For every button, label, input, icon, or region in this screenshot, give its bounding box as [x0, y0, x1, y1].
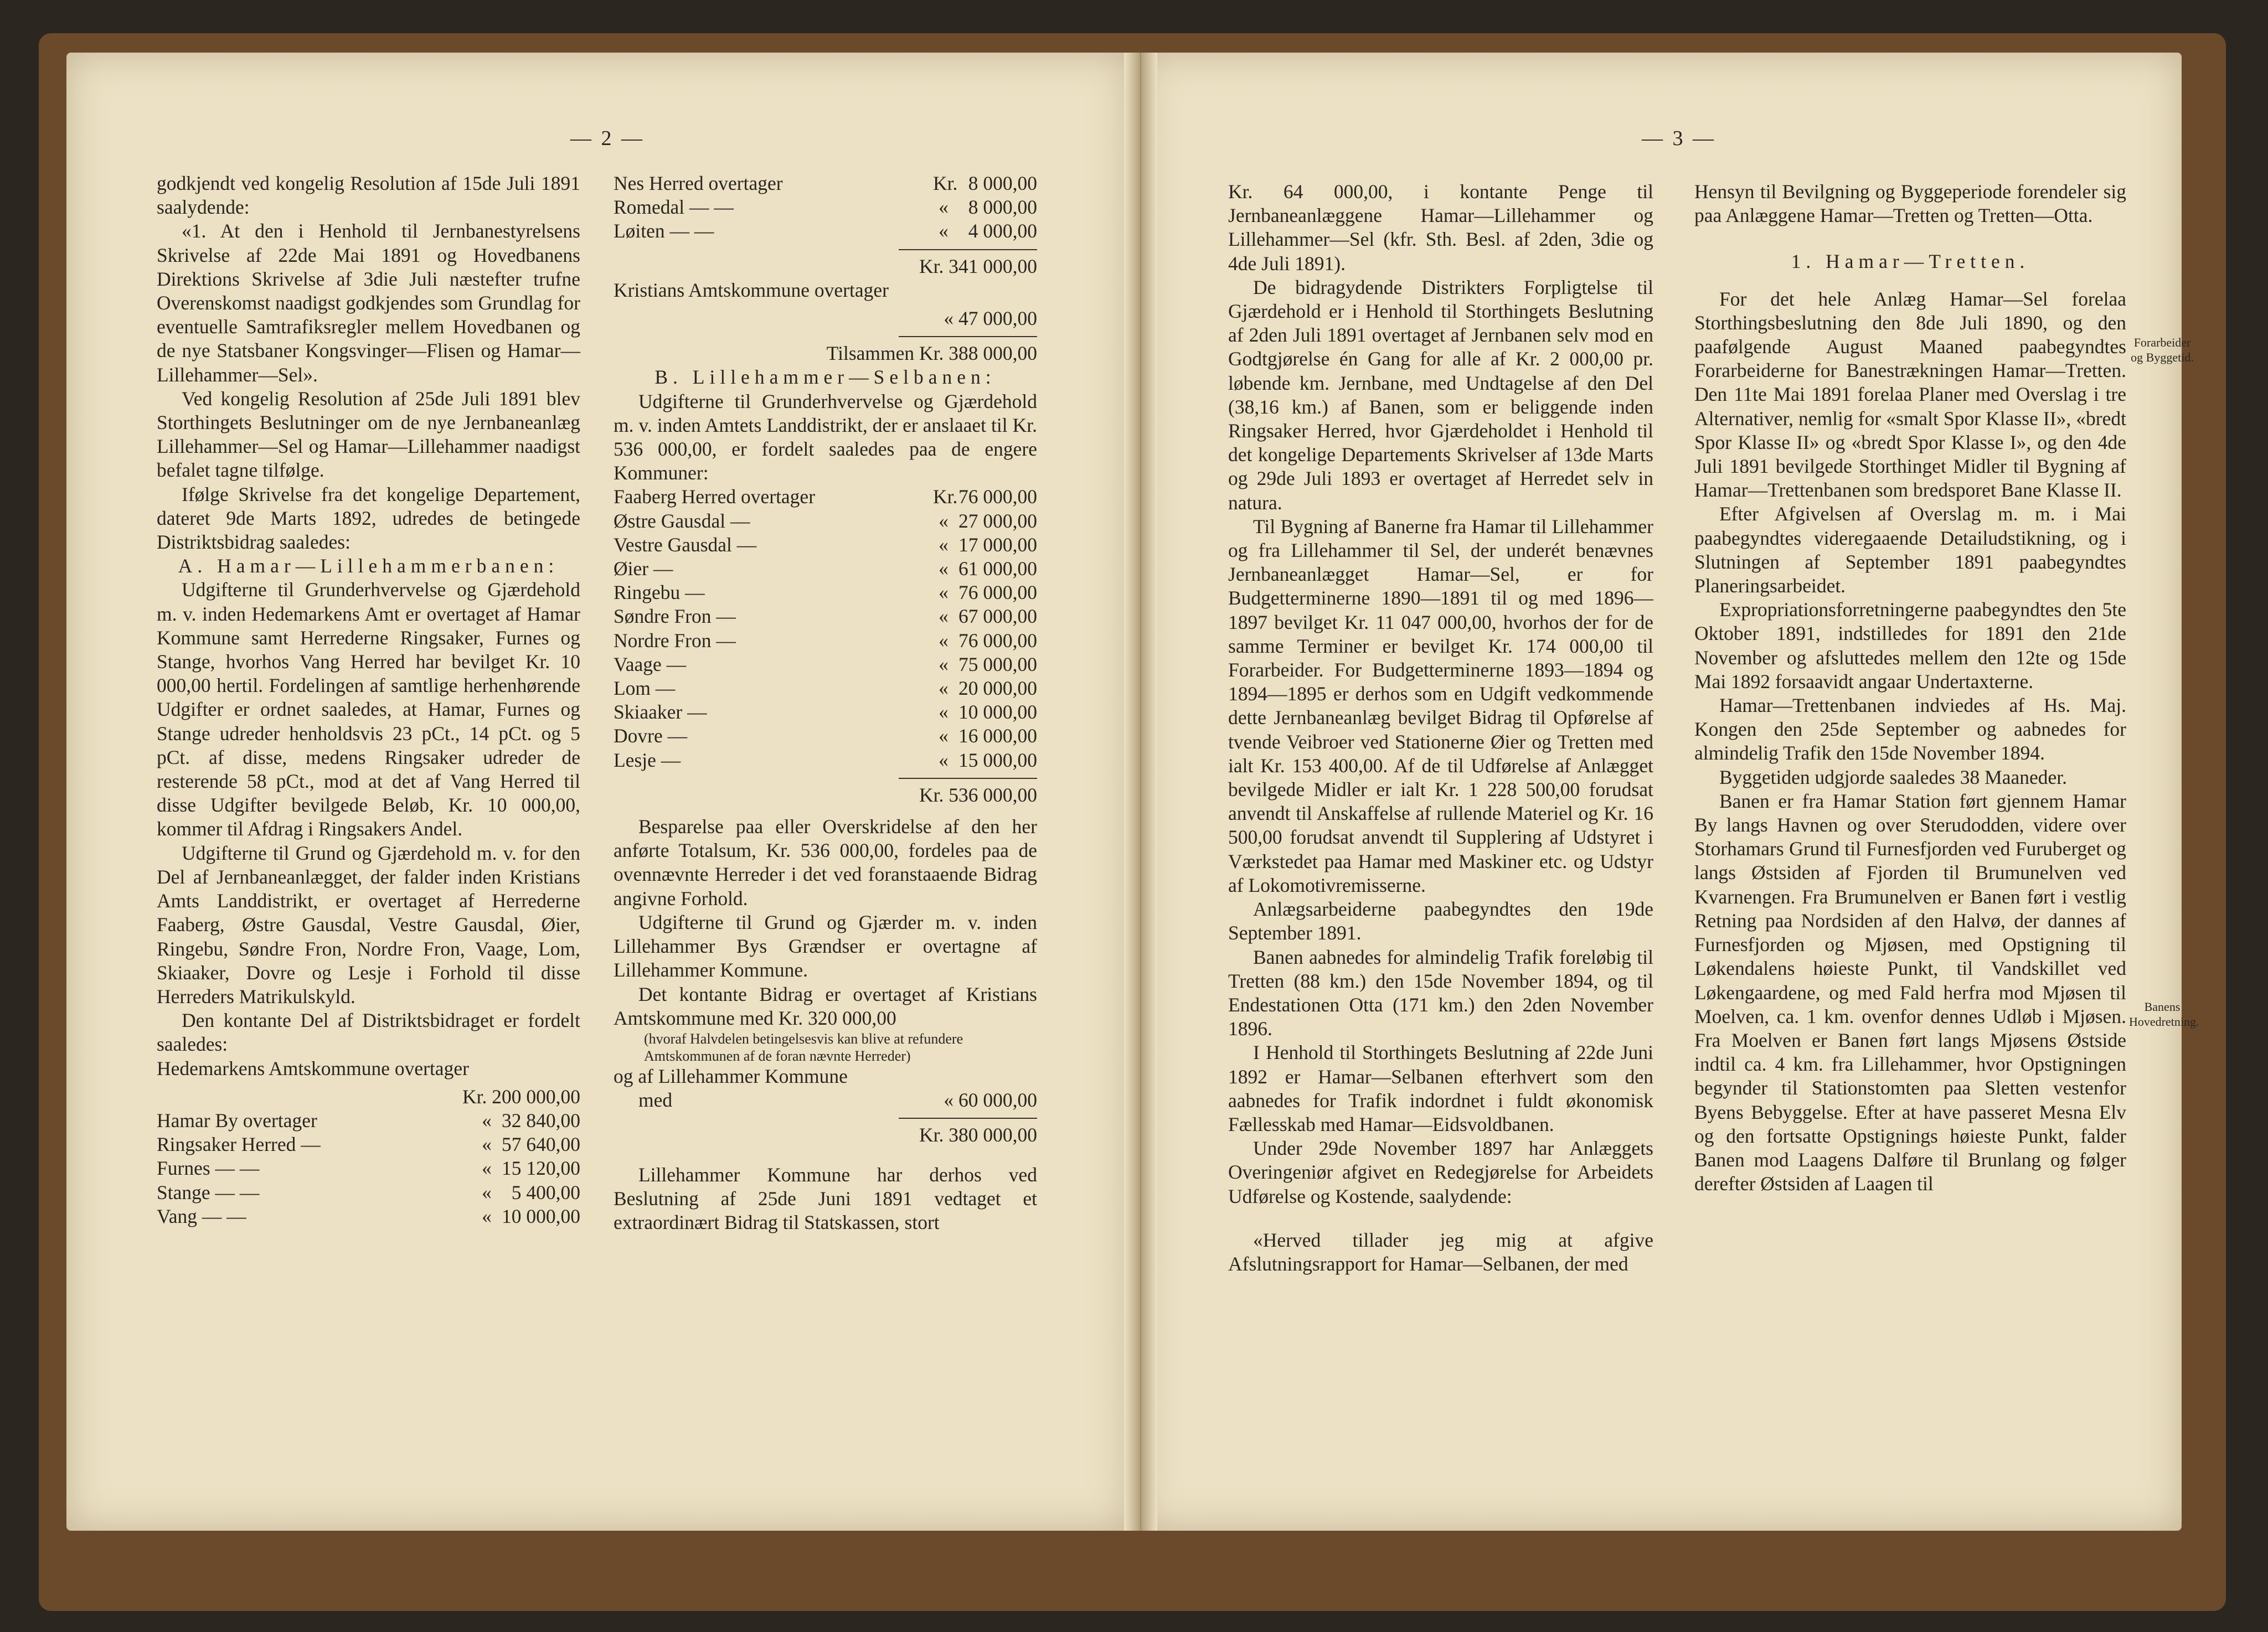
paragraph: Lillehammer Kommune har derhos ved Beslutning af 25de Juni 1891 vedtaget et extraordinært Bidrag til Statskassen, stort [614, 1163, 1037, 1233]
table-row: med « 60 000,00 [638, 1089, 1037, 1112]
paragraph: Til Bygning af Banerne fra Hamar til Lillehammer og fra Lillehammer til Sel, der underét benævnes Jernbaneanlægget Hamar—Sel, er for Budgetterminerne 1890—1891 til og med 1896—1897 bevilget Kr. 11 047 000,00, hvorhos der for de samme Terminer er bevilget Kr. 174 000,00 til Forarbeider. For Budgetterminerne 1893—1894 og 1894—1895 er derhos som en Udgift vedkommende dette Jernbaneanlæg bevilget Bidrag til Opførelse af tvende Veibroer ved Stationerne Øier og Tretten med ialt Kr. 153 400,00. Af de til Udførelse af Anlægget bevilgede Midler er ialt Kr. 1 228 500,00 forudsat anvendt til Anskaffelse af rullende Materiel og Kr. 16 500,00 forudsat anvendt til Supplering af Udstyret i Værkstedet paa Hamar med Maskiner etc. og Udstyr af Lokomotivremisserne. [1228, 515, 1653, 896]
paragraph: «1. At den i Henhold til Jernbanestyrelsens Skrivelse af 22de Mai 1891 og Hovedbanens Direktions Skrivelse af 3die Juli næstefter trufne Overenskomst naadigst godkjendes som Grundlag for eventuelle Samtrafiksregler mellem Hovedbanen og de nye Statsbaner Kongsvinger—Flisen og Hamar—Lillehammer—Sel». [157, 220, 580, 386]
sum-line [899, 336, 1037, 337]
page-number-right: — 3 — [1642, 127, 1716, 150]
paragraph: Udgifterne til Grunderhvervelse og Gjærdehold m. v. inden Hedemarkens Amt er overtaget af Hamar Kommune samt Herrederne Ringsaker, Furnes og Stange, hvorhos Vang Herred har bevilget Kr. 10 000,00 hertil. Fordelingen af samtlige herhenhørende Udgifter er ordnet saaledes, at Hamar, Furnes og Stange udreder henholdsvis 23 pCt., 14 pCt. og 5 pCt. af disse, medens Ringsaker udreder de resterende 58 pCt., mod at det af Vang Herred til disse Udgifter bevilgede Beløb, Kr. 10 000,00, kommer til Afdrag i Ringsakers Andel. [157, 579, 580, 840]
paragraph: Anlægsarbeiderne paabegyndtes den 19de September 1891. [1228, 898, 1653, 944]
table-row: Vang — — « 10 000,00 [157, 1205, 580, 1227]
table-row: Romedal — — « 8 000,00 [614, 196, 1037, 219]
paragraph: Udgifterne til Grunderhvervelse og Gjærdehold m. v. inden Amtets Landdistrikt, der er anslaaet til Kr. 536 000,00, er fordelt saaledes paa de engere Kommuner: [614, 390, 1037, 484]
table-row: Stange — — « 5 400,00 [157, 1181, 580, 1204]
table-row: Lesje — « 15 000,00 [614, 748, 1037, 771]
table-row: Søndre Fron — « 67 000,00 [614, 605, 1037, 628]
sum-line [899, 249, 1037, 250]
paragraph: Ved kongelig Resolution af 25de Juli 1891 blev Storthingets Beslutninger om de nye Jernbaneanlæg Lillehammer—Sel og Hamar—Lillehammer naadigst befalet tagne tilfølge. [157, 387, 580, 482]
section-heading-a: A. Hamar—Lillehammerbanen: [178, 555, 559, 577]
paragraph: Udgifterne til Grund og Gjærder m. v. inden Lillehammer Bys Grændser er overtagne af Lillehammer Kommune. [614, 911, 1037, 982]
table-row: Nordre Fron — « 76 000,00 [614, 629, 1037, 652]
table-row: Nes Herred overtager Kr. 8 000,00 [614, 172, 1037, 194]
paragraph: Kristians Amtskommune overtager [614, 278, 889, 301]
paragraph: For det hele Anlæg Hamar—Sel forelaa Storthingsbeslutning den 8de Juli 1890, og den paafølgende August Maaned paabegyndtes Forarbeiderne for Banestrækningen Hamar—Tretten. Den 11te Mai 1891 forelaa Planer med Overslag i tre Alternativer, nemlig for «smalt Spor Klasse II», «bredt Spor Klasse II» og «bredt Spor Klasse I», og den 4de Juli 1891 bevilgede Storthinget Midler til Bygning af Hamar—Trettenbanen som bredsporet Bane Klasse II. [1694, 287, 2126, 502]
paragraph: Under 29de November 1897 har Anlæggets Overingeniør afgivet en Redegjørelse for Arbeidets Udførelse og Kostende, saalydende: [1228, 1137, 1653, 1207]
table-row: Østre Gausdal — « 27 000,00 [614, 509, 1037, 532]
table-row: Dovre — « 16 000,00 [614, 725, 1037, 747]
contribution-table [157, 1109, 580, 1228]
table-row: Furnes — — « 15 120,00 [157, 1157, 580, 1180]
footnote: (hvoraf Halvdelen betingelsesvis kan blive at refundere Amtskommunen af de foran nævnte Herreder) [644, 1030, 963, 1064]
subtotal: Kr. 341 000,00 [919, 255, 1037, 277]
paragraph: Hedemarkens Amtskommune overtager [157, 1057, 469, 1080]
paragraph: Banen er fra Hamar Station ført gjennem Hamar By langs Havnen og over Sterudodden, videre over Storhamars Grund til Furnesfjorden ved Furuberget og langs Østsiden af Fjorden til Brumunelven ved Kvarnengen. Fra Brumunelven er Banen ført i vestlig Retning paa Nordsiden af den Halvø, der dannes af Furnesfjorden og Mjøsen, med Opstigning til Løkendalens høieste Punkt, til Vandskillet ved Løkengaardene, og med Fald herfra mod Mjøsen til Moelven, ca. 1 km. ovenfor dennes Udløb i Mjøsen. Fra Moelven er Banen ført langs Mjøsens Østside indtil ca. 4 km. fra Lillehammer, hvor Opstigningen begynder til Stationstomten paa Sletten vestenfor Byens Bebyggelse. Efter at have passeret Mesna Elv og den fortsatte Opstignings høieste Punkt, falder Banen mod Laagens Dalføre til Brunlang og følger derefter Østsiden af Laagen til [1694, 789, 2126, 1195]
herred-table [614, 485, 1037, 772]
left-column-1 [157, 172, 580, 1228]
right-column-2 [1694, 180, 2126, 1196]
subtotal: Kr. 380 000,00 [919, 1124, 1037, 1146]
paragraph: Kr. 64 000,00, i kontante Penge til Jernbaneanlæggene Hamar—Lillehammer og Lillehammer—Sel (kfr. Sth. Besl. af 2den, 3die og 4de Juli 1891). [1228, 180, 1653, 275]
table-row: Faaberg Herred overtager Kr. 76 000,00 [614, 486, 1037, 508]
table-row: Vestre Gausdal — « 17 000,00 [614, 533, 1037, 556]
table-row: Øier — « 61 000,00 [614, 557, 1037, 580]
book-gutter [1124, 53, 1157, 1531]
page-number-left: — 2 — [570, 127, 645, 150]
paragraph: Expropriationsforretningerne paabegyndtes den 5te Oktober 1891, indstilledes for 1891 den 21de November og afsluttedes mellem den 12te og 15de Mai 1892 forsaavidt angaar Undertaxterne. [1694, 598, 2126, 693]
paragraph: Ifølge Skrivelse fra det kongelige Departement, dateret 9de Marts 1892, udredes de betingede Distriktsbidrag saaledes: [157, 483, 580, 554]
table-row: Skiaaker — « 10 000,00 [614, 701, 1037, 724]
paragraph: Besparelse paa eller Overskridelse af den her anførte Totalsum, Kr. 536 000,00, fordeles paa de ovennævnte Herreder i det ved foranstaaende Bidrag angivne Forhold. [614, 815, 1037, 910]
margin-note: Forarbeider og Byggetid. [2131, 335, 2194, 364]
table-row: Ringsaker Herred — « 57 640,00 [157, 1133, 580, 1156]
paragraph: Udgifterne til Grund og Gjærdehold m. v. for den Del af Jernbaneanlægget, der falder inden Kristians Amts Landdistrikt, er overtaget af Herrederne Faaberg, Østre Gausdal, Vestre Gausdal, Øier, Ringebu, Søndre Fron, Nordre Fron, Vaage, Lom, Skiaaker, Dovre og Lesje i Forhold til disse Herreders Matrikulskyld. [157, 841, 580, 1008]
total: Tilsammen Kr. 388 000,00 [826, 342, 1037, 365]
amount-row: « 47 000,00 [944, 307, 1037, 330]
amount-value: Kr. 200 000,00 [462, 1085, 580, 1108]
table-row: Vaage — « 75 000,00 [614, 653, 1037, 675]
paragraph: godkjendt ved kongelig Resolution af 15de Juli 1891 saalydende: [157, 172, 580, 219]
paragraph: De bidragydende Distrikters Forpligtelse til Gjærdehold er i Henhold til Storthingets Beslutning af 2den Juli 1891 overtaget af Jernbanen selv mod en Godtgjørelse én Gang for alle af Kr. 2 000,00 pr. løbende km. Jernbane, med Undtagelse af den Del (38,16 km.) af Banen, som er beliggende inden Ringsaker Herred, hvor Gjærdeholdet i Henhold til det kongelige Departements Skrivelser af 13de Marts og 29de Juli 1893 er overtaget af Herredet selv in natura. [1228, 276, 1653, 514]
subtotal: Kr. 536 000,00 [919, 783, 1037, 806]
paragraph: Efter Afgivelsen af Overslag m. m. i Mai paabegyndtes videregaaende Detailudstikning, og i Slutningen af September 1891 paabegyndtes Planeringsarbeidet. [1694, 503, 2126, 597]
table-row: Lom — « 20 000,00 [614, 677, 1037, 700]
table-row: Ringebu — « 76 000,00 [614, 581, 1037, 604]
right-column-1 [1228, 180, 1653, 1276]
paragraph: «Herved tillader jeg mig at afgive Afslutningsrapport for Hamar—Selbanen, der med [1228, 1228, 1653, 1275]
paragraph: Det kontante Bidrag er overtaget af Kristians Amtskommune med Kr. 320 000,00 [614, 983, 1037, 1029]
paragraph: Byggetiden udgjorde saaledes 38 Maaneder. [1719, 766, 2067, 788]
section-heading-b: B. Lillehammer—Selbanen: [654, 366, 996, 389]
margin-note: Banens Hovedretning. [2129, 1000, 2199, 1029]
section-heading-1: 1. Hamar—Tretten. [1791, 250, 2030, 273]
paragraph: Banen aabnedes for almindelig Trafik foreløbig til Tretten (88 km.) den 15de November 1894, og til Endestationen Otta (171 km.) den 2den November 1896. [1228, 946, 1653, 1040]
paragraph: Den kontante Del af Distriktsbidraget er fordelt saaledes: [157, 1009, 580, 1056]
table-row: Hamar By overtager « 32 840,00 [157, 1109, 580, 1132]
paragraph: I Henhold til Storthingets Beslutning af 22de Juni 1892 er Hamar—Selbanen efterhvert som den aabnedes for Trafik indordnet i fuldt økonomisk Fællesskab med Hamar—Eidsvoldbanen. [1228, 1041, 1653, 1135]
paragraph: Hensyn til Bevilgning og Byggeperiode forendeler sig paa Anlæggene Hamar—Tretten og Tretten—Otta. [1694, 180, 2126, 227]
sum-line [899, 778, 1037, 779]
paragraph: og af Lillehammer Kommune [614, 1065, 848, 1087]
amount-total [157, 1085, 580, 1109]
sum-line [899, 1118, 1037, 1119]
paragraph: Hamar—Trettenbanen indviedes af Hs. Maj. Kongen den 25de September og aabnedes for almindelig Trafik den 15de November 1894. [1694, 694, 2126, 765]
table-row: Løiten — — « 4 000,00 [614, 220, 1037, 242]
left-column-2 [614, 172, 1037, 1235]
